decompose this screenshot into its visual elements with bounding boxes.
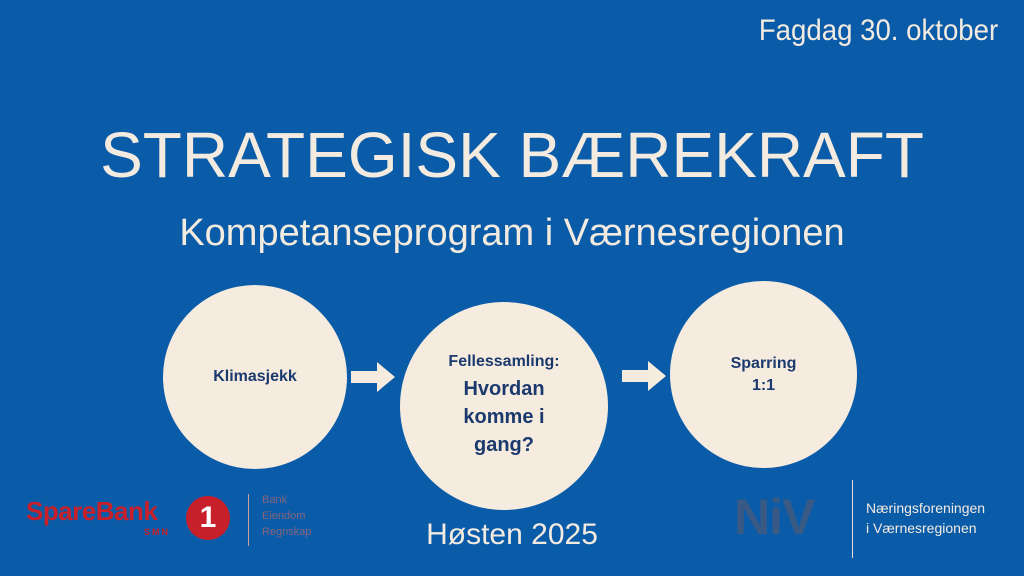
step-label: Klimasjekk (213, 368, 297, 385)
page-title: STRATEGISK BÆREKRAFT (100, 119, 924, 191)
step-circle-klimasjekk (163, 285, 347, 469)
niv-mark: NiV (734, 489, 815, 545)
sparebank-badge: 1 (199, 501, 217, 534)
step-label-line2: 1:1 (751, 376, 776, 394)
step-circle-sparring (670, 281, 857, 468)
niv-name (866, 498, 985, 538)
niv-line1: Næringsforeningen (866, 500, 986, 516)
niv-logo (734, 478, 1024, 558)
sparebank-name: SpareBank (26, 496, 158, 526)
service-item: Eiendom (262, 510, 306, 522)
season-label: Høsten 2025 (426, 518, 598, 551)
sparebank-services (262, 492, 312, 540)
divider (852, 480, 853, 558)
arrow-right-icon (622, 361, 666, 391)
sparebank-logo (26, 492, 316, 552)
service-item: Regnskap (262, 526, 312, 538)
service-item: Bank (262, 494, 288, 506)
step-label-large: Hvordan komme i gang? (463, 378, 545, 456)
sparebank-badge-icon (186, 496, 230, 540)
step-circle-fellessamling (400, 302, 608, 510)
step-label-line1: Sparring (730, 354, 797, 372)
event-date: Fagdag 30. oktober (758, 14, 998, 47)
page-subtitle: Kompetanseprogram i Værnesregionen (179, 212, 845, 254)
arrow-right-icon (351, 362, 395, 392)
niv-line2: i Værnesregionen (866, 520, 977, 536)
step-label-small: Fellessamling: (448, 353, 560, 370)
sparebank-sub: SMN (144, 527, 170, 537)
divider (248, 494, 249, 546)
